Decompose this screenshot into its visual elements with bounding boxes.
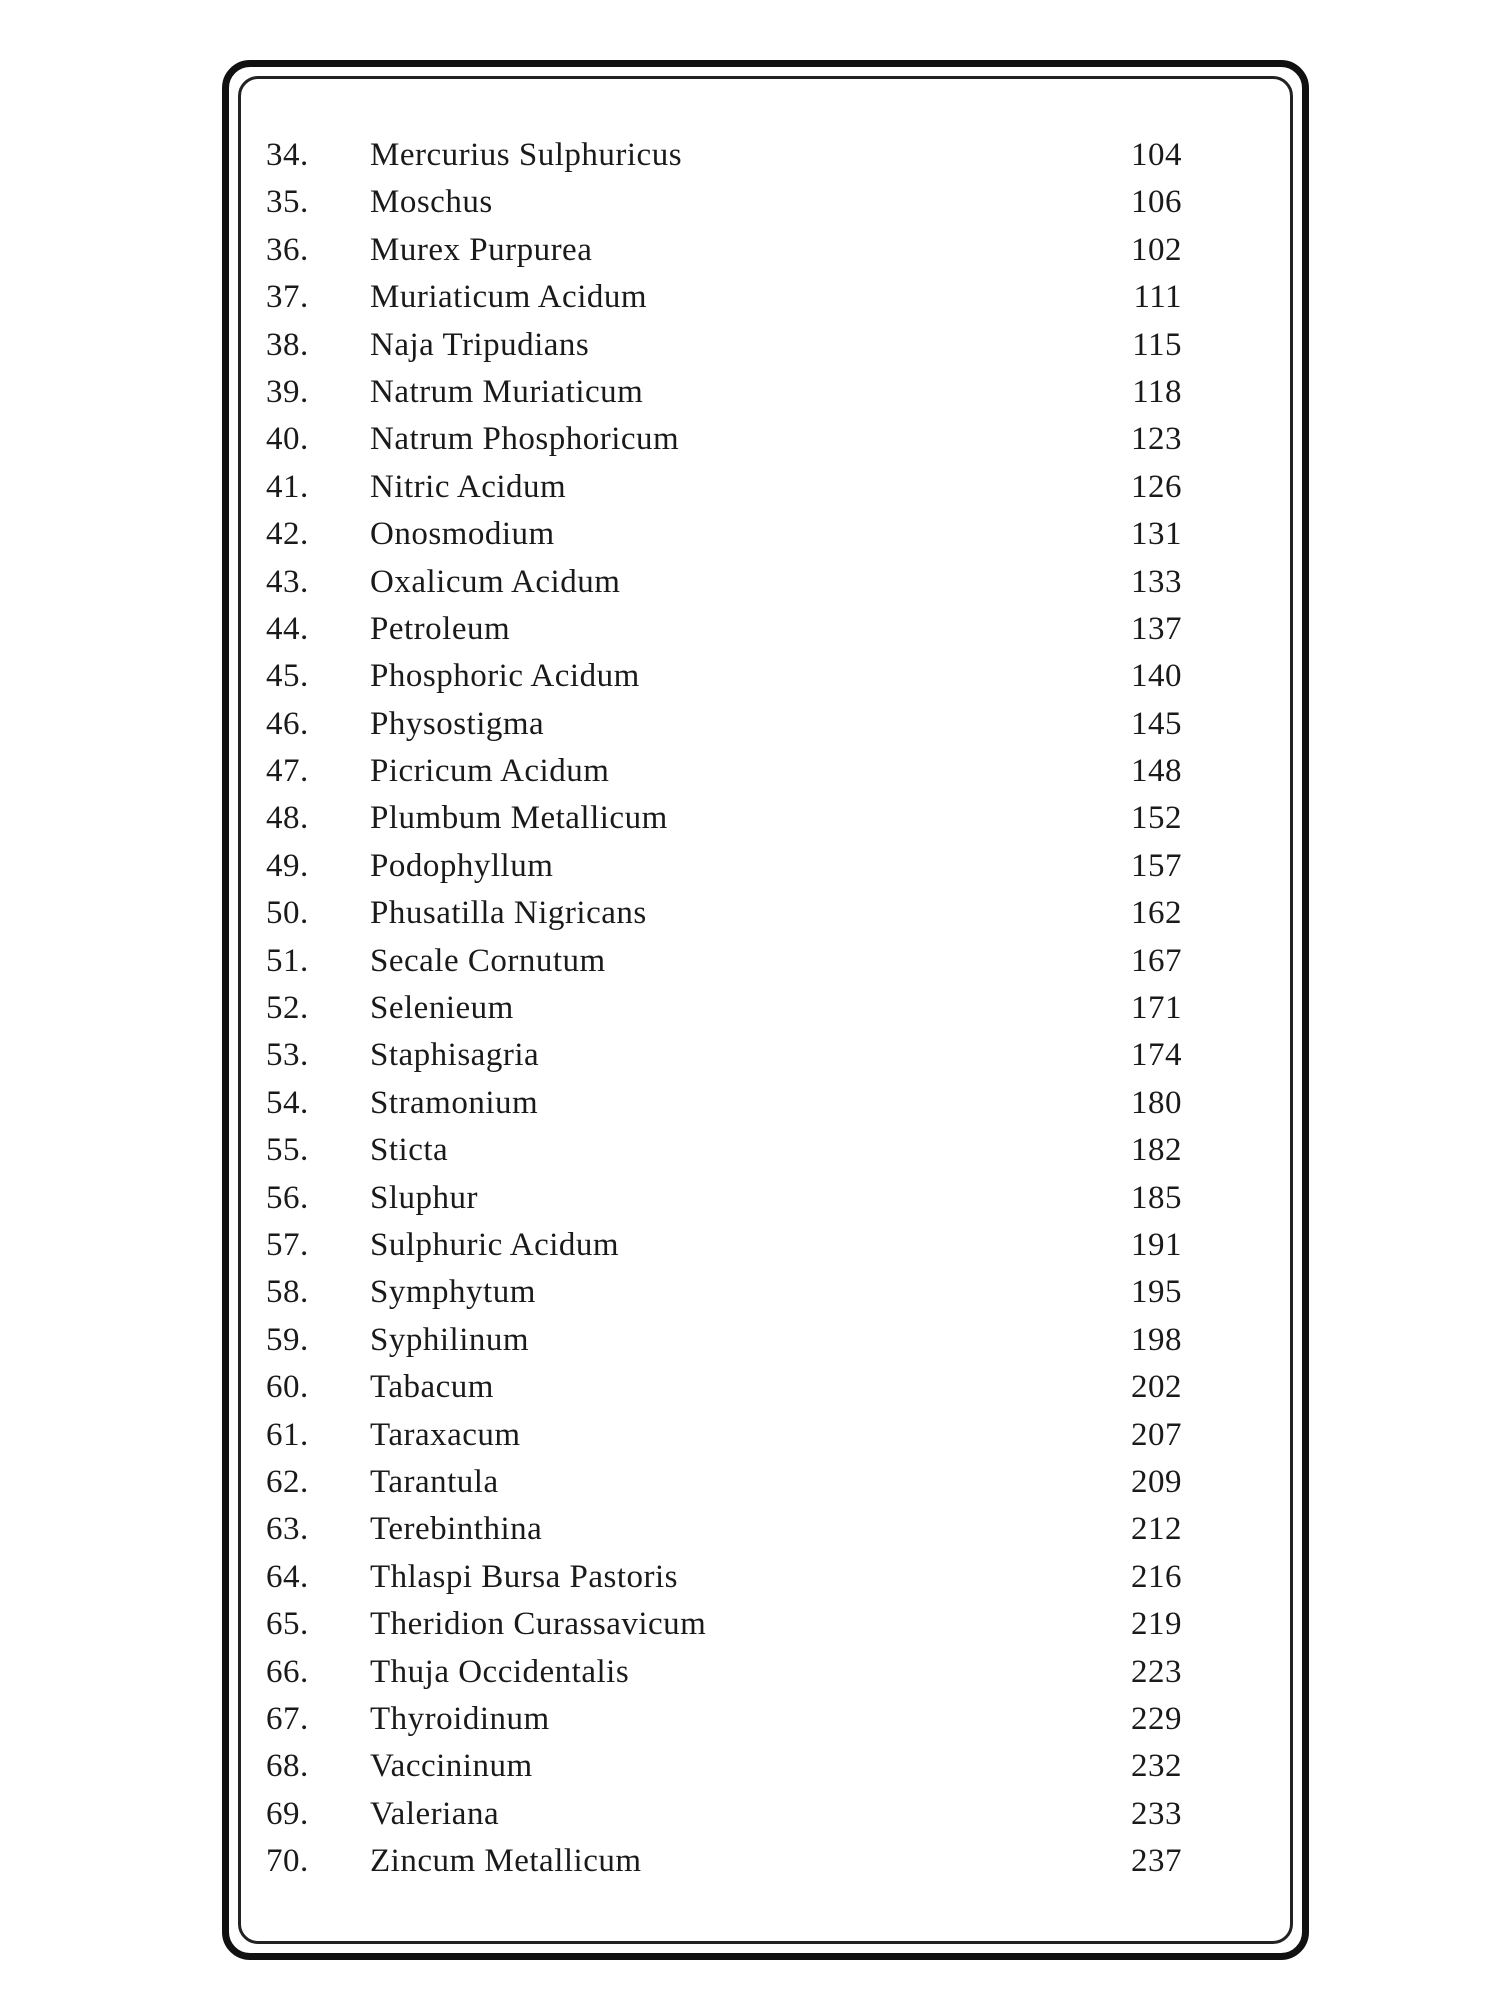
toc-entry <box>262 1696 1262 1743</box>
entry-number: 36. <box>266 231 309 268</box>
entry-number: 52. <box>266 990 309 1027</box>
entry-page-number: 180 <box>1131 1084 1182 1121</box>
entry-title: Tarantula <box>370 1463 499 1500</box>
entry-title: Natrum Muriaticum <box>370 373 644 410</box>
entry-title: Onosmodium <box>370 516 555 553</box>
entry-page-number: 195 <box>1131 1274 1182 1311</box>
entry-title: Valeriana <box>370 1795 500 1832</box>
entry-page-number: 212 <box>1131 1511 1182 1548</box>
entry-page-number: 209 <box>1131 1463 1182 1500</box>
entry-number: 45. <box>266 658 309 695</box>
entry-title: Theridion Curassavicum <box>370 1606 707 1643</box>
entry-page-number: 131 <box>1131 516 1182 553</box>
entry-title: Thlaspi Bursa Pastoris <box>370 1558 678 1595</box>
entry-title: Symphytum <box>370 1274 536 1311</box>
entry-page-number: 223 <box>1131 1653 1182 1690</box>
entry-number: 61. <box>266 1416 309 1453</box>
entry-page-number: 111 <box>1133 279 1182 316</box>
entry-page-number: 191 <box>1131 1226 1182 1263</box>
entry-title: Terebinthina <box>370 1511 543 1548</box>
entry-number: 34. <box>266 137 309 173</box>
toc-entry <box>262 985 1262 1032</box>
entry-title: Thyroidinum <box>370 1700 550 1737</box>
entry-number: 41. <box>266 468 309 505</box>
entry-title: Muriaticum Acidum <box>370 279 648 316</box>
entry-title: Syphilinum <box>370 1321 530 1358</box>
entry-title: Stramonium <box>370 1084 539 1121</box>
entry-title: Mercurius Sulphuricus <box>370 137 683 173</box>
toc-entry <box>262 1222 1262 1269</box>
entry-number: 48. <box>266 800 309 837</box>
toc-entry <box>262 1364 1262 1411</box>
toc-entry <box>262 1554 1262 1601</box>
entry-title: Petroleum <box>370 610 511 647</box>
entry-title: Podophyllum <box>370 847 554 884</box>
entry-page-number: 229 <box>1131 1700 1182 1737</box>
entry-title: Phosphoric Acidum <box>370 658 640 695</box>
entry-page-number: 216 <box>1131 1558 1182 1595</box>
toc-entry <box>262 1412 1262 1459</box>
entry-number: 43. <box>266 563 309 600</box>
entry-number: 65. <box>266 1606 309 1643</box>
toc-entry <box>262 1269 1262 1316</box>
entry-number: 47. <box>266 753 309 790</box>
toc-entry <box>262 464 1262 511</box>
entry-page-number: 148 <box>1131 753 1182 790</box>
entry-number: 40. <box>266 421 309 458</box>
entry-number: 37. <box>266 279 309 316</box>
entry-title: Naja Tripudians <box>370 326 590 363</box>
toc-entry <box>262 132 1262 179</box>
entry-page-number: 202 <box>1131 1369 1182 1406</box>
entry-title: Taraxacum <box>370 1416 521 1453</box>
entry-page-number: 133 <box>1131 563 1182 600</box>
toc-entry <box>262 179 1262 226</box>
entry-number: 64. <box>266 1558 309 1595</box>
entry-page-number: 104 <box>1131 137 1182 173</box>
entry-number: 63. <box>266 1511 309 1548</box>
entry-number: 46. <box>266 705 309 742</box>
entry-number: 35. <box>266 184 309 221</box>
entry-number: 67. <box>266 1700 309 1737</box>
toc-entry <box>262 795 1262 842</box>
entry-number: 50. <box>266 895 309 932</box>
entry-number: 56. <box>266 1179 309 1216</box>
entry-number: 55. <box>266 1132 309 1169</box>
toc-entry <box>262 701 1262 748</box>
entry-title: Physostigma <box>370 705 545 742</box>
entry-number: 49. <box>266 847 309 884</box>
toc-entry <box>262 227 1262 274</box>
toc-entry <box>262 1127 1262 1174</box>
entry-number: 51. <box>266 942 309 979</box>
entry-title: Natrum Phosphoricum <box>370 421 680 458</box>
toc-entry <box>262 511 1262 558</box>
toc-entry <box>262 274 1262 321</box>
entry-number: 58. <box>266 1274 309 1311</box>
entry-title: Murex Purpurea <box>370 231 593 268</box>
entry-number: 57. <box>266 1226 309 1263</box>
toc-entry <box>262 1175 1262 1222</box>
toc-entry <box>262 1743 1262 1790</box>
entry-number: 42. <box>266 516 309 553</box>
entry-number: 66. <box>266 1653 309 1690</box>
toc-entry <box>262 938 1262 985</box>
entry-title: Sticta <box>370 1132 449 1169</box>
entry-page-number: 162 <box>1131 895 1182 932</box>
toc-entry <box>262 890 1262 937</box>
toc-entry <box>262 1506 1262 1553</box>
entry-title: Thuja Occidentalis <box>370 1653 630 1690</box>
toc-entry <box>262 606 1262 653</box>
entry-number: 53. <box>266 1037 309 1074</box>
entry-title: Nitric Acidum <box>370 468 567 505</box>
entry-title: Moschus <box>370 184 493 221</box>
toc-entry <box>262 653 1262 700</box>
entry-number: 38. <box>266 326 309 363</box>
entry-number: 39. <box>266 373 309 410</box>
toc-entry <box>262 1791 1262 1838</box>
toc-entry <box>262 1459 1262 1506</box>
entry-title: Phusatilla Nigricans <box>370 895 647 932</box>
entry-title: Sulphuric Acidum <box>370 1226 620 1263</box>
entry-page-number: 185 <box>1131 1179 1182 1216</box>
entry-title: Secale Cornutum <box>370 942 606 979</box>
entry-title: Oxalicum Acidum <box>370 563 621 600</box>
entry-title: Selenieum <box>370 990 514 1027</box>
entry-page-number: 123 <box>1131 421 1182 458</box>
toc-entry <box>262 369 1262 416</box>
entry-page-number: 145 <box>1131 705 1182 742</box>
toc-entry <box>262 559 1262 606</box>
toc-entry <box>262 748 1262 795</box>
entry-title: Staphisagria <box>370 1037 540 1074</box>
entry-number: 44. <box>266 610 309 647</box>
entry-page-number: 198 <box>1131 1321 1182 1358</box>
entry-page-number: 174 <box>1131 1037 1182 1074</box>
entry-page-number: 182 <box>1131 1132 1182 1169</box>
toc-entry <box>262 416 1262 463</box>
entry-page-number: 106 <box>1131 184 1182 221</box>
toc-entry <box>262 1317 1262 1364</box>
entry-page-number: 167 <box>1131 942 1182 979</box>
toc-entry <box>262 322 1262 369</box>
toc-entry <box>262 1080 1262 1127</box>
entry-page-number: 157 <box>1131 847 1182 884</box>
toc-entry <box>262 1601 1262 1648</box>
entry-page-number: 118 <box>1132 373 1182 410</box>
entry-page-number: 171 <box>1131 990 1182 1027</box>
entry-number: 69. <box>266 1795 309 1832</box>
toc-entry <box>262 1649 1262 1696</box>
entry-page-number: 126 <box>1131 468 1182 505</box>
toc-entry <box>262 843 1262 890</box>
entry-page-number: 102 <box>1131 231 1182 268</box>
entry-page-number: 115 <box>1132 326 1182 363</box>
entry-page-number: 140 <box>1131 658 1182 695</box>
entry-page-number: 207 <box>1131 1416 1182 1453</box>
entry-page-number: 237 <box>1131 1843 1182 1880</box>
entry-title: Zincum Metallicum <box>370 1843 642 1880</box>
entry-number: 70. <box>266 1843 309 1880</box>
entry-number: 59. <box>266 1321 309 1358</box>
entry-number: 62. <box>266 1463 309 1500</box>
entry-title: Plumbum Metallicum <box>370 800 668 837</box>
entry-page-number: 137 <box>1131 610 1182 647</box>
entry-page-number: 219 <box>1131 1606 1182 1643</box>
entry-title: Tabacum <box>370 1369 494 1406</box>
entry-number: 54. <box>266 1084 309 1121</box>
table-of-contents <box>262 132 1262 1885</box>
entry-number: 60. <box>266 1369 309 1406</box>
entry-title: Vaccininum <box>370 1748 533 1785</box>
entry-page-number: 233 <box>1131 1795 1182 1832</box>
toc-entry <box>262 1838 1262 1885</box>
entry-title: Sluphur <box>370 1179 479 1216</box>
toc-entry <box>262 1032 1262 1079</box>
entry-number: 68. <box>266 1748 309 1785</box>
entry-title: Picricum Acidum <box>370 753 610 790</box>
entry-page-number: 152 <box>1131 800 1182 837</box>
entry-page-number: 232 <box>1131 1748 1182 1785</box>
